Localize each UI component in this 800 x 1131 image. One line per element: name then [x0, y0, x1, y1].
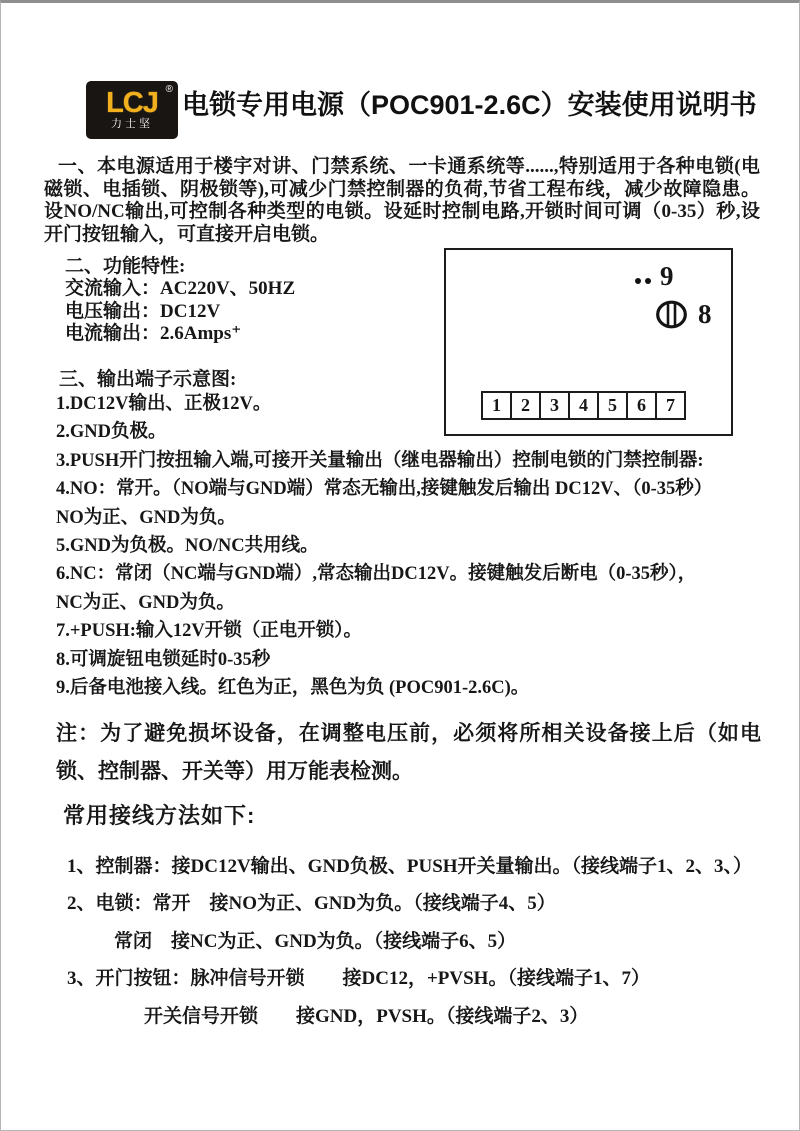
wiring-line-controller: 1、控制器：接DC12V输出、GND负极、PUSH开关量输出。（接线端子1、2、3、）: [67, 856, 753, 877]
potentiometer-knob-icon: [655, 300, 688, 329]
terminals-heading: 三、输出端子示意图:: [59, 369, 237, 390]
wiring-line-lock-nc: 常闭 接NC为正、GND为负。（接线端子6、5）: [114, 930, 517, 952]
terminal-desc-8: 8.可调旋钮电锁延时0-35秒: [56, 649, 271, 670]
battery-leads-indicator: [635, 263, 674, 290]
feature-line-current-output: 电流输出：2.6Amps⁺: [65, 322, 242, 344]
wiring-list: [67, 848, 767, 1035]
terminal-desc-7: 7.+PUSH:输入12V开锁（正电开锁）。: [56, 621, 363, 642]
terminal-4: 4: [568, 391, 599, 420]
terminals-list: [56, 390, 766, 702]
wiring-line-button-switch: 开关信号开锁 接GND，PVSH。（接线端子2、3）: [144, 1005, 589, 1027]
page-title: 电锁专用电源（POC901-2.6C）安装使用说明书: [182, 90, 757, 120]
lead-dot-icon: [645, 278, 651, 284]
wiring-line-button-pulse: 3、开门按钮：脉冲信号开锁 接DC12，+PVSH。（接线端子1、7）: [67, 968, 650, 990]
terminal-desc-3: 3.PUSH开门按扭输入端,可接开关量输出（继电器输出）控制电锁的门禁控制器:: [56, 450, 704, 471]
diagram-label-8: 8: [698, 299, 712, 329]
features-heading: 二、功能特性:: [65, 256, 186, 277]
lead-dot-icon: [635, 278, 641, 284]
feature-line-ac-input: 交流输入：AC220V、50HZ: [65, 278, 296, 300]
feature-line-voltage-output: 电压输出：DC12V: [65, 300, 221, 322]
terminal-3: 3: [539, 391, 570, 420]
terminal-desc-1: 1.DC12V输出、正极12V。: [56, 394, 272, 414]
terminal-5: 5: [597, 391, 628, 420]
terminal-1: 1: [481, 391, 512, 420]
wiring-line-lock-no: 2、电锁：常开 接NO为正、GND为负。（接线端子4、5）: [67, 893, 556, 915]
terminal-desc-4-cont: NO为正、GND为负。: [56, 507, 236, 528]
wiring-heading: 常用接线方法如下:: [63, 803, 256, 828]
lcj-logo: [86, 81, 178, 139]
registered-trademark-icon: ®: [165, 84, 173, 95]
logo-subtitle: 力士坚: [111, 117, 153, 130]
terminal-2: 2: [510, 391, 541, 420]
terminal-desc-2: 2.GND负极。: [56, 422, 167, 443]
terminal-desc-5: 5.GND为负极。NO/NC共用线。: [56, 535, 319, 556]
intro-paragraph: 一、本电源适用于楼宇对讲、门禁系统、一卡通系统等......,特别适用于各种电锁(电磁锁、电插锁、阴极锁等),可减少门禁控制器的负荷,节省工程布线，减少故障隐患。设NO/NC输出,可控制各种类型的电锁。设延时控制电路,开锁时间可调（0-35）秒,设开门按钮输入，可直接开启电锁。: [44, 156, 760, 245]
terminal-6: 6: [626, 391, 657, 420]
logo-text: LCJ: [106, 86, 158, 119]
terminal-desc-9: 9.后备电池接入线。红色为正，黑色为负 (POC901-2.6C)。: [56, 677, 530, 698]
terminal-desc-4: 4.NO：常开。（NO端与GND端）常态无输出,接键触发后输出 DC12V、（0-35秒）: [56, 479, 713, 500]
features-section: [65, 256, 295, 345]
terminal-desc-6-cont: NC为正、GND为负。: [56, 592, 235, 613]
diagram-label-9: 9: [660, 261, 674, 291]
delay-knob: [655, 300, 712, 329]
terminal-desc-6: 6.NC：常闭（NC端与GND端）,常态输出DC12V。接键触发后断电（0-35秒），: [56, 564, 697, 585]
caution-note: 注：为了避免损坏设备，在调整电压前，必须将所相关设备接上后（如电锁、控制器、开关等）用万能表检测。: [56, 722, 761, 783]
terminal-7: 7: [655, 391, 686, 420]
